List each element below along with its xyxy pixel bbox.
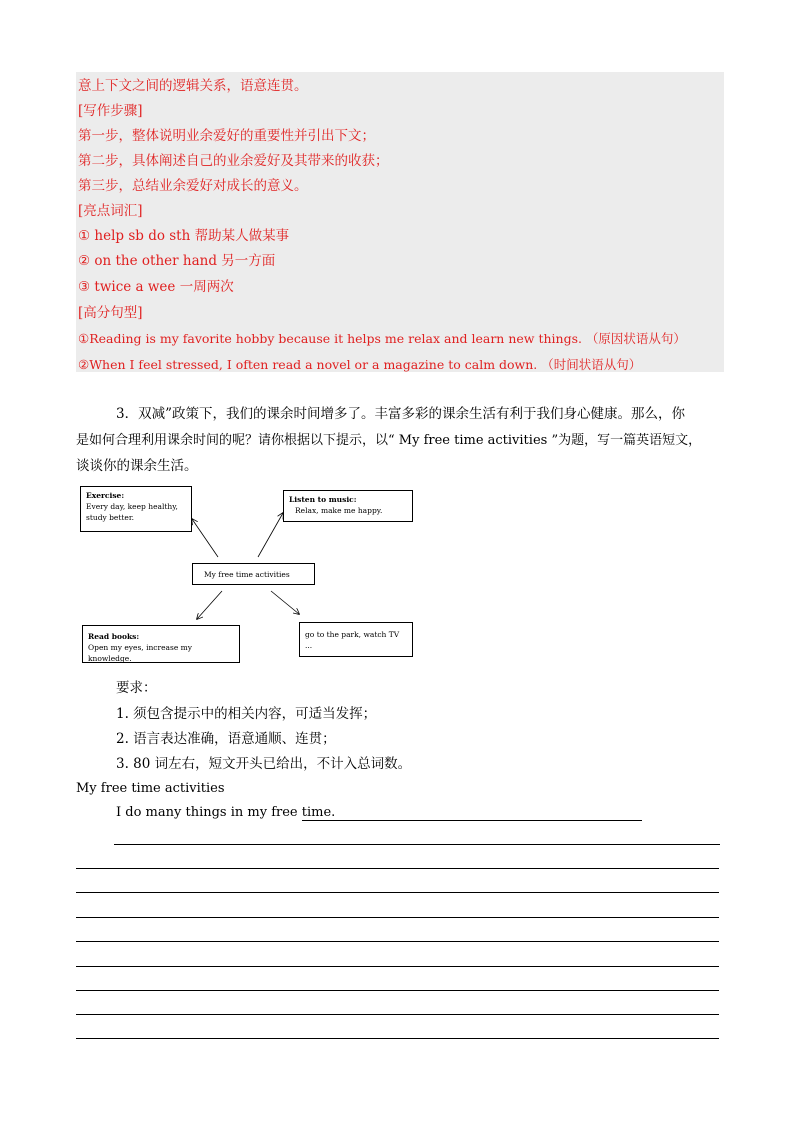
answer-line[interactable] — [76, 1014, 719, 1015]
task-prompt-line-2: 是如何合理利用课余时间的呢？请你根据以下提示，以“ My free time activities ”为题，写一篇英语短文， — [76, 433, 702, 448]
vocab-heading: [亮点词汇] — [78, 203, 143, 219]
sentence-2: ②When I feel stressed, I often read a novel or a magazine to calm down. （时间状语从句） — [78, 357, 642, 372]
answer-line[interactable] — [76, 990, 719, 991]
requirements-heading: 要求： — [116, 680, 157, 696]
sentence-1: ①Reading is my favorite hobby because it helps me relax and learn new things. （原因状语从句） — [78, 331, 686, 346]
answer-line[interactable] — [76, 941, 719, 942]
music-text: Relax, make me happy. — [295, 506, 383, 515]
essay-opening: I do many things in my free time. — [116, 805, 336, 820]
music-title: Listen to music: — [289, 495, 357, 504]
books-title: Read books: — [88, 632, 140, 641]
answer-line[interactable] — [76, 1038, 719, 1039]
step-1: 第一步，整体说明业余爱好的重要性并引出下文； — [78, 128, 375, 144]
answer-line[interactable] — [76, 966, 719, 967]
arrow-to-books — [197, 591, 222, 619]
answer-line[interactable] — [76, 917, 719, 918]
exercise-text: Every day, keep healthy, study better. — [86, 502, 178, 522]
arrow-to-music — [258, 513, 283, 557]
sentence-heading: [高分句型] — [78, 305, 143, 321]
arrow-to-park — [271, 591, 299, 614]
answer-line[interactable] — [114, 844, 720, 845]
essay-title: My free time activities — [76, 781, 225, 796]
step-2: 第二步，具体阐述自己的业余爱好及其带来的收获； — [78, 153, 389, 169]
vocab-2: ② on the other hand 另一方面 — [78, 253, 276, 269]
park-text: go to the park, watch TV ... — [305, 630, 400, 650]
requirement-1: 1. 须包含提示中的相关内容，可适当发挥； — [116, 706, 377, 722]
requirement-2: 2. 语言表达准确，语意通顺、连贯； — [116, 731, 336, 747]
center-label: My free time activities — [204, 570, 290, 579]
task-prompt-line-1: 3．双减”政策下，我们的课余时间增多了。丰富多彩的课余生活有利于我们身心健康。那么，你 — [116, 406, 685, 422]
requirement-3: 3. 80 词左右，短文开头已给出，不计入总词数。 — [116, 756, 412, 772]
answer-line[interactable] — [76, 868, 719, 869]
tips-line: 意上下文之间的逻辑关系，语意连贯。 — [78, 78, 308, 94]
step-3: 第三步，总结业余爱好对成长的意义。 — [78, 178, 308, 194]
answer-line[interactable] — [76, 892, 719, 893]
answer-line[interactable] — [302, 820, 642, 821]
vocab-3: ③ twice a wee 一周两次 — [78, 279, 234, 295]
arrow-to-exercise — [192, 519, 218, 557]
books-text: Open my eyes, increase my knowledge. — [88, 643, 193, 663]
exercise-title: Exercise: — [86, 491, 125, 500]
task-prompt-line-3: 谈谈你的课余生活。 — [76, 458, 198, 474]
steps-heading: [写作步骤] — [78, 103, 143, 119]
vocab-1: ① help sb do sth 帮助某人做某事 — [78, 228, 290, 244]
